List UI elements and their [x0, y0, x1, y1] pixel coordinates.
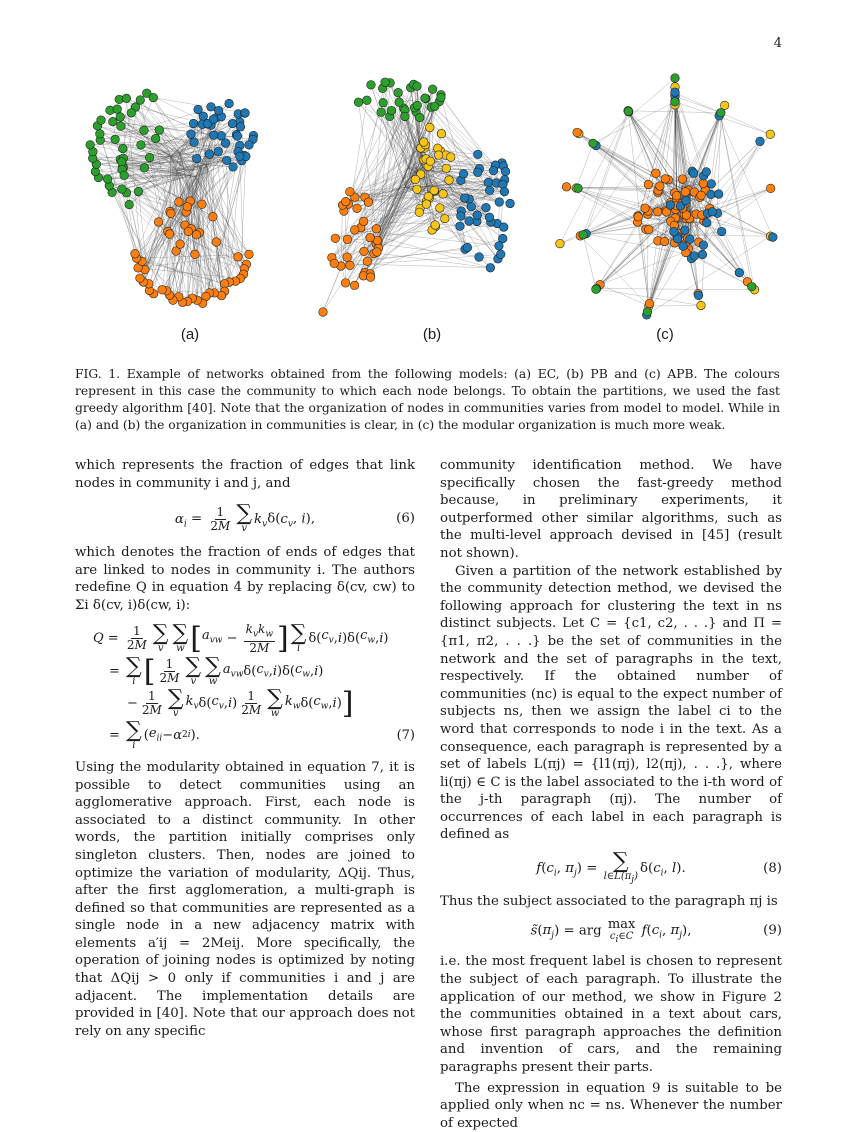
network-node: [474, 168, 483, 177]
network-node: [702, 218, 711, 227]
network-node: [644, 225, 653, 234]
network-node: [343, 235, 352, 244]
network-node: [222, 156, 231, 165]
network-node: [341, 197, 350, 206]
network-node: [486, 263, 495, 272]
network-node: [394, 88, 403, 97]
network-node: [556, 239, 565, 248]
network-node: [473, 211, 482, 220]
network-node: [482, 203, 491, 212]
paragraph: which denotes the fraction of ends of edges that are linked to nodes in community i. The authors redefine Q in equation 4 by replacing δ(cv, cw) to Σi δ(cv, i)δ(cw, i):: [75, 544, 415, 614]
network-node: [499, 234, 508, 243]
network-node: [381, 78, 390, 87]
network-node: [350, 281, 359, 290]
network-panel-a: [75, 70, 305, 320]
paragraph: The expression in equation 9 is suitable to be applied only when nc = ns. Whenever the number of expected: [440, 1080, 782, 1132]
network-node: [489, 166, 498, 175]
network-node: [319, 308, 328, 317]
network-node: [140, 164, 149, 173]
network-node: [241, 109, 250, 118]
network-node: [183, 203, 192, 212]
panel-label-b: (b): [317, 326, 547, 343]
network-edges: [560, 78, 773, 315]
network-node: [155, 126, 164, 135]
network-node: [134, 187, 143, 196]
network-node: [671, 88, 680, 97]
network-node: [425, 123, 434, 132]
network-node: [191, 250, 200, 259]
network-node: [641, 204, 650, 213]
network-node: [589, 139, 598, 148]
equation-number: (9): [763, 922, 782, 940]
network-node: [702, 168, 711, 177]
network-node: [707, 190, 716, 199]
network-node: [424, 192, 433, 201]
network-node: [682, 196, 691, 205]
network-node: [681, 226, 690, 235]
network-node: [431, 102, 440, 111]
network-node: [192, 230, 201, 239]
network-node: [652, 169, 661, 178]
network-node: [245, 250, 254, 259]
network-node: [360, 247, 369, 256]
network-node: [205, 150, 214, 159]
network-node: [624, 107, 633, 116]
network-node: [460, 194, 469, 203]
network-node: [707, 180, 716, 189]
network-node: [446, 153, 455, 162]
network-node: [118, 185, 127, 194]
network-node: [120, 171, 129, 180]
right-column: [440, 457, 782, 1132]
network-node: [678, 175, 687, 184]
network-node: [192, 154, 201, 163]
network-node: [574, 184, 583, 193]
network-node: [190, 138, 199, 147]
network-node: [184, 227, 193, 236]
network-node: [670, 227, 679, 236]
network-node: [473, 150, 482, 159]
network-node: [419, 138, 428, 147]
paragraph: Thus the subject associated to the paragraph πj is: [440, 893, 782, 911]
network-node: [167, 209, 176, 218]
network-node: [689, 169, 698, 178]
network-node: [666, 201, 675, 210]
network-node: [214, 147, 223, 156]
network-node: [735, 268, 744, 277]
network-node: [354, 98, 363, 107]
network-node: [377, 108, 386, 117]
panel-label-c: (c): [550, 326, 780, 343]
network-node: [119, 144, 128, 153]
equation-8: $f(c_i$, $\pi_j$) = ∑ $l\in L(\pi_j)$ $\delta(c_i$, l). (8): [440, 852, 782, 885]
network-node: [207, 103, 216, 112]
network-node: [484, 178, 493, 187]
network-node: [699, 241, 708, 250]
network-node: [456, 222, 465, 231]
paragraph: Given a partition of the network established by the community detection method, we devised the following approach for clustering the text in ns distinct subjects. Let C = {c1, c2, . . .} and Π = {π1, π2, . . .} be the set of communities in the network and the set of paragraphs in the text, respectively. If the obtained number of communities (nc) is equal to the expect number of subjects ns, then we assign the label ci to the word that corresponds to node i in the text. As a consequence, each paragraph is represented by a set of labels L(πj) = {l1(πj), l2(πj), . . .}, where li(πj) ∈ C is the label associated to the i-th word of the j-th paragraph (πj). The number of occurrences of each label in each paragraph is defined as: [440, 563, 782, 845]
network-node: [415, 113, 424, 122]
network-node: [437, 93, 446, 102]
network-node: [413, 101, 422, 110]
network-node: [379, 98, 388, 107]
network-node: [137, 141, 146, 150]
network-node: [136, 96, 145, 105]
network-node: [209, 131, 218, 140]
network-node: [660, 237, 669, 246]
network-node: [187, 130, 196, 139]
network-node: [747, 282, 756, 291]
network-node: [436, 204, 445, 213]
network-node: [127, 109, 136, 118]
network-node: [434, 151, 443, 160]
network-node: [214, 106, 223, 115]
network-node: [645, 299, 654, 308]
paragraph: Using the modularity obtained in equation 7, it is possible to detect communities using an agglomerative approach. First, each node is associated to a distinct community. In other words, the partition initially comprises only singleton clusters. Then, nodes are joined to optimize the variation of modularity, ΔQij. Thus, after the first agglomeration, a multi-graph is defined so that communities are represented as a single node in a new adjacency matrix with elements a′ij = 2Meij. More specifically, the operation of joining nodes is optimized by noting that ΔQij > 0 only if communities i and j are adjacent. The implementation details are provided in [40]. Note that our approach does not rely on any specific: [75, 759, 415, 1041]
network-node: [463, 243, 472, 252]
panel-label-a: (a): [75, 326, 305, 343]
network-node: [373, 248, 382, 257]
network-node: [714, 190, 723, 199]
figure-caption: FIG. 1. Example of networks obtained from the following models: (a) EC, (b) PB and (c) APB. The colours represent in this case the community to which each node belongs. To obtain the partitions, we used the fast greedy algorithm [40]. Note that the organization of nodes in communities varies from model to model. While in (a) and (b) the organization in communities is clear, in (c) the modular organization is much more weak.: [75, 366, 780, 434]
network-node: [431, 221, 440, 230]
network-node: [506, 199, 515, 208]
network-node: [86, 141, 95, 150]
network-node: [372, 224, 381, 233]
network-node: [234, 253, 243, 262]
network-node: [366, 273, 375, 282]
network-node: [387, 106, 396, 115]
network-node: [116, 113, 125, 122]
paragraph: which represents the fraction of edges that link nodes in community i and j, and: [75, 457, 415, 492]
network-node: [697, 191, 706, 200]
network-node: [367, 81, 376, 90]
equation-6: $\alpha_i$ = $\frac{1}{2M}$ ∑ v $k_v\delta(c_v$, i), (6): [75, 504, 415, 534]
network-node: [363, 257, 372, 266]
network-node: [496, 250, 505, 259]
network-node: [653, 208, 662, 217]
network-panel-b: [310, 70, 540, 320]
page-number: 4: [774, 36, 782, 51]
network-node: [694, 291, 703, 300]
network-node: [235, 152, 244, 161]
figure-networks: [75, 70, 785, 350]
network-node: [441, 214, 450, 223]
network-node: [697, 301, 706, 310]
network-node: [194, 105, 203, 114]
network-node: [236, 123, 245, 132]
network-node: [149, 93, 158, 102]
network-node: [346, 261, 355, 270]
network-node: [353, 204, 362, 213]
network-node: [413, 185, 422, 194]
network-node: [111, 135, 120, 144]
network-node: [562, 183, 571, 192]
network-node: [229, 163, 238, 172]
equation-7: Q = $\frac{1}{2M}$ ∑ v ∑ w [ $a_{vw}$ − $\frac{k_vk_w}{2M}$ ] ∑ i δ( $c_v$ , i )δ( $c_w$ , i ) = ∑ i [ $\frac{1}{2M}$ ∑ v ∑ w $a_{vw}$ δ( $c_v$ , i )δ( $c_w$ , i ) − $\frac{1}{2M}$ ∑ v $k_v$ δ( $c_v$ , i ) $\frac{1}{2M}$ ∑ w $k_w$ δ( $c_w$ , i ) ] = ∑ i ( $e_{ii}$ − α 2 i ). (7): [75, 623, 415, 751]
network-node: [769, 233, 778, 242]
network-node: [131, 249, 140, 258]
network-node: [634, 212, 643, 221]
network-node: [176, 240, 185, 249]
equation-9: $s̃(\pi_j)$ = arg max $c_i\in C$ $f(c_i$, $\pi_j$), (9): [440, 917, 782, 946]
network-node: [109, 117, 118, 126]
network-node: [212, 238, 221, 247]
network-node: [445, 176, 454, 185]
network-node: [113, 105, 122, 114]
network-node: [359, 217, 368, 226]
network-node: [485, 213, 494, 222]
network-node: [343, 253, 352, 262]
network-node: [421, 94, 430, 103]
network-node: [717, 108, 726, 117]
network-node: [698, 250, 707, 259]
network-node: [96, 129, 105, 138]
network-node: [465, 217, 474, 226]
network-node: [643, 307, 652, 316]
network-node: [671, 74, 680, 83]
network-node: [346, 187, 355, 196]
network-node: [656, 182, 665, 191]
network-graph-c: [550, 70, 780, 320]
equation-number: (8): [763, 860, 782, 878]
network-node: [395, 98, 404, 107]
network-node: [475, 253, 484, 262]
network-node: [154, 218, 163, 227]
network-node: [671, 97, 680, 106]
paragraph: community identification method. We have specifically chosen the fast-greedy method because, in preliminary experiments, it outperformed other similar algorithms, such as the multi-level approach devised in [45] (result not shown).: [440, 457, 782, 563]
network-node: [442, 164, 451, 173]
network-node: [579, 231, 588, 240]
network-node: [413, 82, 422, 91]
network-node: [439, 190, 448, 199]
network-panel-c: [550, 70, 780, 320]
network-node: [225, 99, 234, 108]
network-node: [426, 157, 435, 166]
network-node: [158, 285, 167, 294]
network-node: [499, 223, 508, 232]
left-column: [75, 457, 415, 1040]
network-node: [457, 212, 466, 221]
network-node: [165, 230, 174, 239]
network-node: [401, 112, 410, 121]
network-node: [415, 208, 424, 217]
network-node: [681, 188, 690, 197]
network-graph-a: [75, 70, 305, 320]
network-node: [672, 191, 681, 200]
network-node: [501, 167, 510, 176]
network-node: [350, 226, 359, 235]
network-node: [686, 235, 695, 244]
network-node: [136, 274, 145, 283]
network-node: [717, 227, 726, 236]
network-node: [198, 200, 207, 209]
network-node: [592, 285, 601, 294]
network-node: [189, 119, 198, 128]
network-node: [97, 116, 106, 125]
network-node: [209, 212, 218, 221]
network-node: [145, 153, 154, 162]
network-node: [485, 186, 494, 195]
network-node: [140, 126, 149, 135]
network-node: [679, 242, 688, 251]
equation-number: (7): [397, 727, 415, 744]
network-node: [500, 187, 509, 196]
network-node: [411, 175, 420, 184]
network-node: [245, 141, 254, 150]
network-node: [495, 198, 504, 207]
network-node: [573, 128, 582, 137]
network-node: [766, 184, 775, 193]
network-node: [363, 96, 372, 105]
network-node: [366, 233, 375, 242]
network-node: [122, 94, 131, 103]
network-node: [699, 179, 708, 188]
equation-number: (6): [396, 510, 415, 528]
network-node: [437, 129, 446, 138]
network-node: [766, 130, 775, 139]
network-node: [708, 207, 717, 216]
network-node: [228, 119, 237, 128]
network-node: [117, 158, 126, 167]
network-node: [103, 175, 112, 184]
paragraph: i.e. the most frequent label is chosen to represent the subject of each paragraph. To illustrate the application of our method, we show in Figure 2 the communities obtained in a text about cars, whose first paragraph approaches the definition and invention of cars, and the remaining paragraphs present their parts.: [440, 953, 782, 1076]
network-node: [233, 132, 242, 141]
network-node: [151, 134, 160, 143]
network-node: [756, 137, 765, 146]
network-node: [459, 170, 468, 179]
network-node: [422, 200, 431, 209]
network-node: [175, 198, 184, 207]
network-node: [209, 115, 218, 124]
network-node: [125, 200, 134, 209]
network-node: [331, 234, 340, 243]
network-node: [117, 122, 126, 131]
network-node: [690, 252, 699, 261]
network-node: [467, 202, 476, 211]
network-node: [364, 198, 373, 207]
network-node: [661, 175, 670, 184]
network-node: [428, 85, 437, 94]
network-node: [644, 180, 653, 189]
network-node: [330, 259, 339, 268]
network-node: [341, 279, 350, 288]
network-graph-b: [310, 70, 540, 320]
